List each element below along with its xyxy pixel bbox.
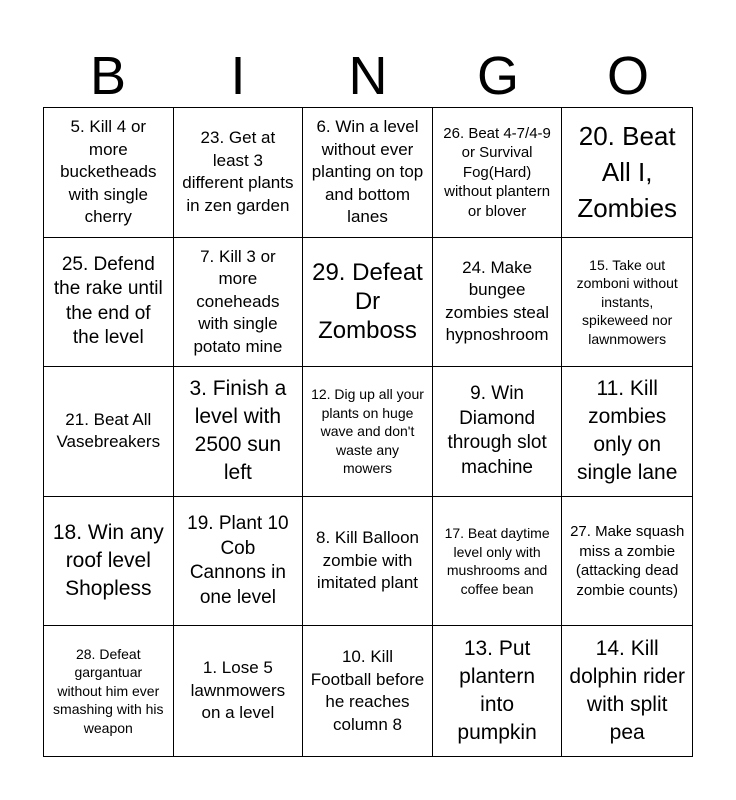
bingo-cell-text: 7. Kill 3 or more coneheads with single potato mine (193, 246, 283, 356)
bingo-cell-r2-c3 (303, 238, 433, 368)
bingo-cell-r2-c2 (174, 238, 304, 368)
bingo-cell-r4-c3 (303, 497, 433, 627)
bingo-cell-text: 28. Defeat gargantuar without him ever smashing with his weapon (53, 645, 164, 736)
bingo-cell-text: 24. Make bungee zombies steal hypnoshroom (445, 257, 550, 345)
bingo-cell-text: 6. Win a level without ever planting on top and bottom lanes (311, 117, 424, 227)
header-letter-n: N (348, 46, 388, 106)
bingo-cell-text: 21. Beat All Vasebreakers (56, 409, 161, 452)
bingo-cell-text: 25. Defend the rake until the end of the level (53, 253, 163, 349)
bingo-cell-text: 9. Win Diamond through slot machine (447, 383, 547, 478)
bingo-cell-text: 26. Beat 4-7/4-9 or Survival Fog(Hard) without plantern or blover (443, 124, 551, 220)
bingo-cell-text: 10. Kill Football before he reaches column 8 (310, 647, 425, 734)
bingo-cell-r2-c5 (562, 238, 692, 368)
bingo-cell-r4-c5 (562, 497, 692, 627)
bingo-cell-r3-c1 (44, 367, 174, 497)
header-letter-i: I (230, 46, 246, 106)
bingo-cell-r2-c4 (433, 238, 563, 368)
bingo-cell-text: 1. Lose 5 lawnmowers on a level (190, 658, 286, 723)
bingo-cell-r1-c2 (174, 108, 304, 238)
bingo-cell-text: 5. Kill 4 or more bucketheads with single cherry (60, 117, 157, 227)
bingo-cell-text: 13. Put plantern into pumpkin (457, 637, 537, 745)
bingo-cell-text: 15. Take out zomboni without instants, spikeweed nor lawnmowers (576, 256, 678, 347)
header-letter-g: G (476, 46, 519, 106)
bingo-cell-r4-c1 (44, 497, 174, 627)
bingo-cell-text: 12. Dig up all your plants on huge wave and don't waste any mowers (311, 386, 424, 477)
bingo-cell-r5-c2 (174, 626, 304, 756)
bingo-cell-r5-c3 (303, 626, 433, 756)
bingo-cell-text: 3. Finish a level with 2500 sun left (189, 377, 287, 485)
bingo-cell-r4-c4 (433, 497, 563, 627)
bingo-cell-r3-c4 (433, 367, 563, 497)
bingo-cell-r2-c1 (44, 238, 174, 368)
bingo-cell-r3-c5 (562, 367, 692, 497)
bingo-cell-text: 18. Win any roof level Shopless (52, 521, 164, 601)
bingo-cell-text: 23. Get at least 3 different plants in zen garden (182, 128, 294, 215)
bingo-cell-text: 8. Kill Balloon zombie with imitated plant (315, 528, 419, 593)
bingo-cell-text: 29. Defeat Dr Zomboss (312, 259, 423, 345)
bingo-cell-r1-c4 (433, 108, 563, 238)
bingo-cell-text: 11. Kill zombies only on single lane (576, 377, 678, 485)
header-letter-o: O (606, 46, 649, 106)
bingo-header (43, 46, 693, 106)
bingo-cell-text: 20. Beat All I, Zombies (577, 121, 678, 224)
bingo-cell-text: 17. Beat daytime level only with mushrooms and coffee bean (444, 525, 550, 597)
bingo-cell-r1-c5 (562, 108, 692, 238)
bingo-cell-r1-c3 (303, 108, 433, 238)
bingo-cell-r3-c2 (174, 367, 304, 497)
bingo-cell-text: 27. Make squash miss a zombie (attacking dead zombie counts) (570, 523, 685, 599)
bingo-cell-text: 19. Plant 10 Cob Cannons in one level (187, 513, 289, 608)
bingo-cell-r3-c3 (303, 367, 433, 497)
header-letter-b: B (89, 46, 127, 106)
bingo-cell-r5-c4 (433, 626, 563, 756)
bingo-cell-text: 14. Kill dolphin rider with split pea (569, 637, 685, 745)
bingo-cell-r1-c1 (44, 108, 174, 238)
bingo-board (43, 107, 693, 757)
bingo-cell-r5-c1 (44, 626, 174, 756)
bingo-cell-r4-c2 (174, 497, 304, 627)
bingo-cell-r5-c5 (562, 626, 692, 756)
